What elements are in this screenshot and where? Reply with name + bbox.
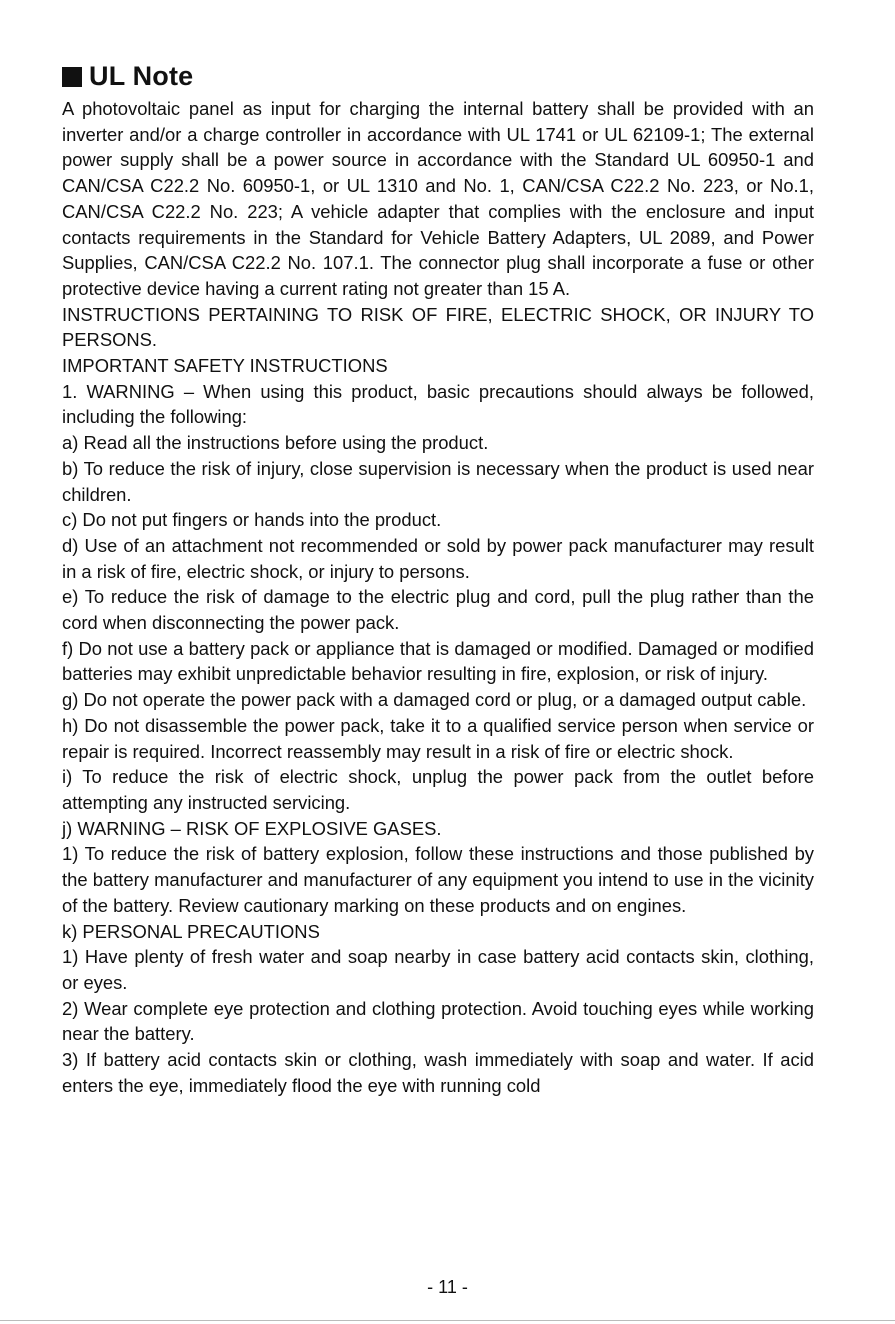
paragraph-item-d: d) Use of an attachment not recommended or sold by power pack manufacturer may result in a risk of fire, electric shock, or injury to persons. [62,534,814,582]
paragraph-item-b: b) To reduce the risk of injury, close supervision is necessary when the product is used near children. [62,457,814,505]
paragraph-item-e: e) To reduce the risk of damage to the electric plug and cord, pull the plug rather than the cord when disconnecting the power pack. [62,586,814,634]
heading-title: UL Note [89,60,194,91]
body-text [62,96,814,1098]
paragraph-item-j: j) WARNING – RISK OF EXPLOSIVE GASES. [62,817,442,839]
page-bottom-divider [0,1320,895,1321]
paragraph-precaution-3: 3) If battery acid contacts skin or clothing, wash immediately with soap and water. If acid enters the eye, immediately flood the eye with running cold [62,1049,814,1096]
paragraph-ul-requirements: A photovoltaic panel as input for charging the internal battery shall be provided with an inverter and/or a charge controller in accordance with UL 1741 or UL 62109-1; The external power supply shall be a power source in accordance with the Standard UL 60950-1 and CAN/CSA C22.2 No. 60950-1, or UL 1310 and No. 1, CAN/CSA C22.2 No. 223, or No.1, CAN/CSA C22.2 No. 223; A vehicle adapter that complies with the enclosure and input contacts requirements in the Standard for Vehicle Battery Adapters, UL 2089, and Power Supplies, CAN/CSA C22.2 No. 107.1. The connector plug shall incorporate a fuse or other protective device having a current rating not greater than 15 A. [62,98,814,299]
paragraph-item-a: a) Read all the instructions before using the product. [62,432,489,454]
paragraph-explosion-1: 1) To reduce the risk of battery explosion, follow these instructions and those published by the battery manufacturer and manufacturer of any equipment you intend to use in the vicinity of the battery. Review cautionary marking on these products and on engines. [62,843,814,916]
paragraph-risk-heading: INSTRUCTIONS PERTAINING TO RISK OF FIRE, ELECTRIC SHOCK, OR INJURY TO PERSONS. [62,303,814,351]
paragraph-safety-heading: IMPORTANT SAFETY INSTRUCTIONS [62,355,388,377]
paragraph-warning-1: 1. WARNING – When using this product, basic precautions should always be followed, including the following: [62,380,814,428]
document-page [62,58,814,1098]
paragraph-item-h: h) Do not disassemble the power pack, take it to a qualified service person when service or repair is required. Incorrect reassembly may result in a risk of fire or electric shock. [62,714,814,762]
page-number: - 11 - [427,1277,468,1297]
paragraph-item-f: f) Do not use a battery pack or appliance that is damaged or modified. Damaged or modified batteries may exhibit unpredictable behavior resulting in fire, explosion, or risk of injury. [62,637,814,685]
section-heading [62,58,814,94]
paragraph-item-i: i) To reduce the risk of electric shock, unplug the power pack from the outlet before attempting any instructed servicing. [62,766,814,813]
paragraph-item-g: g) Do not operate the power pack with a damaged cord or plug, or a damaged output cable. [62,689,807,711]
paragraph-item-k: k) PERSONAL PRECAUTIONS [62,920,320,942]
paragraph-precaution-1: 1) Have plenty of fresh water and soap nearby in case battery acid contacts skin, clothing, or eyes. [62,946,814,993]
paragraph-precaution-2: 2) Wear complete eye protection and clothing protection. Avoid touching eyes while working near the battery. [62,997,814,1045]
paragraph-item-c: c) Do not put fingers or hands into the product. [62,509,442,531]
square-bullet-icon [62,67,82,87]
